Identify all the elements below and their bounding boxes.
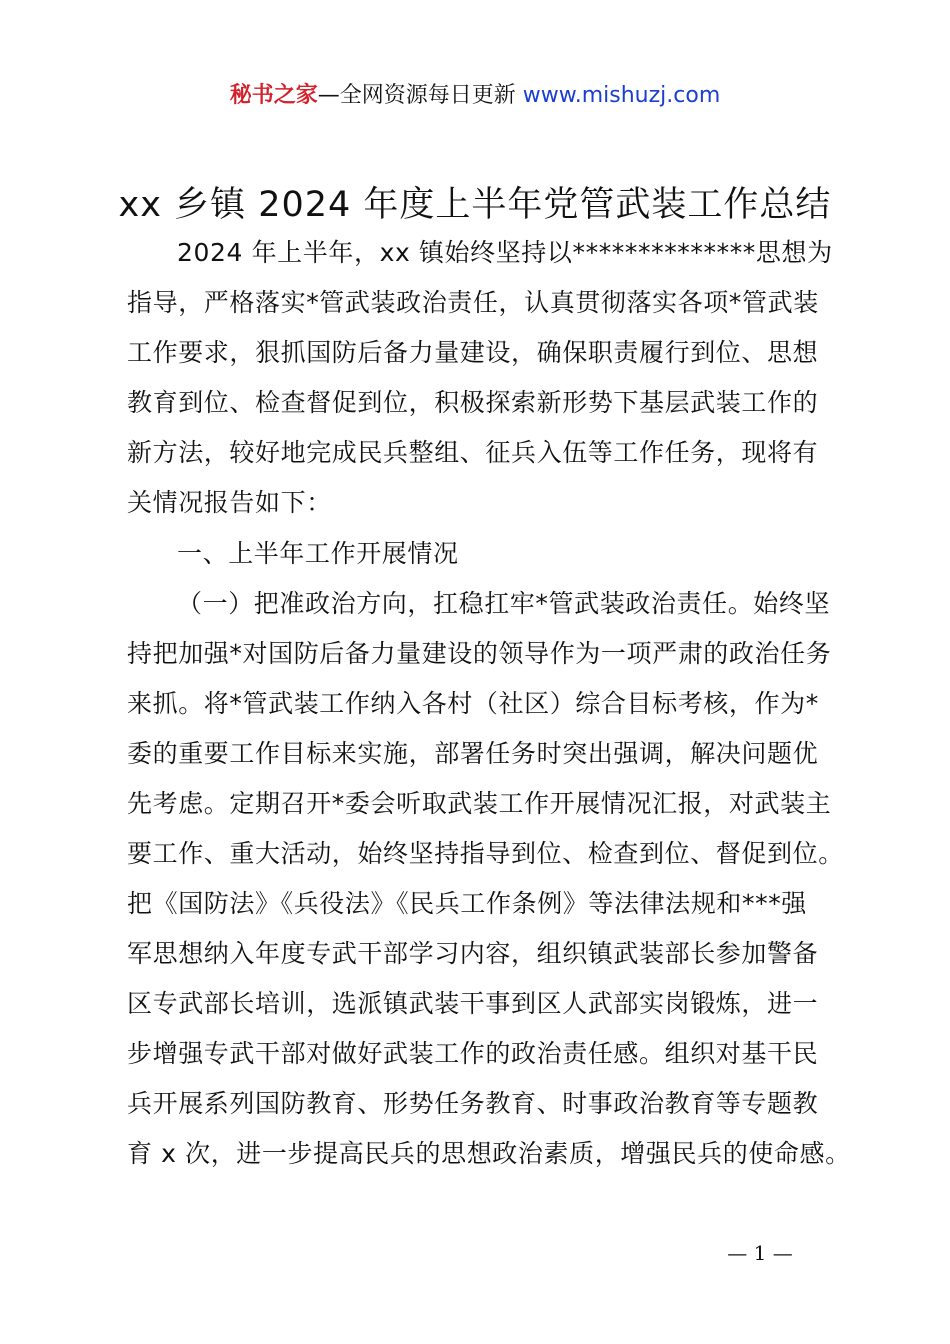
paragraph-line: 指导，严格落实*管武装政治责任，认真贯彻落实各项*管武装 [127, 288, 819, 317]
intro-paragraph [127, 228, 839, 528]
site-url-link[interactable]: www.mishuzj.com [522, 83, 721, 108]
paragraph-line: 区专武部长培训，选派镇武装干事到区人武部实岗锻炼，进一 [127, 989, 819, 1018]
paragraph-line: 兵开展系列国防教育、形势任务教育、时事政治教育等专题教 [127, 1089, 819, 1118]
site-header [0, 80, 950, 112]
paragraph-line: 2024 年上半年，xx 镇始终坚持以**************思想为 [177, 238, 833, 267]
paragraph-line: 工作要求，狠抓国防后备力量建设，确保职责履行到位、思想 [127, 338, 819, 367]
paragraph-line: 来抓。将*管武装工作纳入各村（社区）综合目标考核，作为* [127, 689, 819, 718]
section-heading [127, 529, 839, 579]
site-brand: 秘书之家 [229, 83, 318, 108]
paragraph-line: 持把加强*对国防后备力量建设的领导作为一项严肃的政治任务 [127, 639, 832, 668]
paragraph-line: 先考虑。定期召开*委会听取武装工作开展情况汇报，对武装主 [127, 789, 832, 818]
paragraph-line: 军思想纳入年度专武干部学习内容，组织镇武装部长参加警备 [127, 939, 819, 968]
paragraph-line: 委的重要工作目标来实施，部署任务时突出强调，解决问题优 [127, 739, 819, 768]
section-heading-text: 一、上半年工作开展情况 [177, 539, 459, 568]
paragraph-line: 新方法，较好地完成民兵整组、征兵入伍等工作任务，现将有 [127, 438, 819, 467]
paragraph-line: 教育到位、检查督促到位，积极探索新形势下基层武装工作的 [127, 388, 819, 417]
paragraph-line: 育 x 次，进一步提高民兵的思想政治素质，增强民兵的使命感。 [127, 1139, 851, 1168]
paragraph-line: 把《国防法》《兵役法》《民兵工作条例》等法律法规和***强 [127, 889, 807, 918]
paragraph-line: （一）把准政治方向，扛稳扛牢*管武装政治责任。始终坚 [177, 589, 831, 618]
paragraph-line: 关情况报告如下： [127, 488, 332, 517]
page-number: — 1 — [727, 1241, 793, 1265]
document-title: xx 乡镇 2024 年度上半年党管武装工作总结 [118, 185, 832, 225]
paragraph-line: 要工作、重大活动，始终坚持指导到位、检查到位、督促到位。 [127, 839, 844, 868]
site-slogan: —全网资源每日更新 [317, 83, 516, 108]
section-paragraph [127, 579, 851, 1179]
paragraph-line: 步增强专武干部对做好武装工作的政治责任感。组织对基干民 [127, 1039, 819, 1068]
